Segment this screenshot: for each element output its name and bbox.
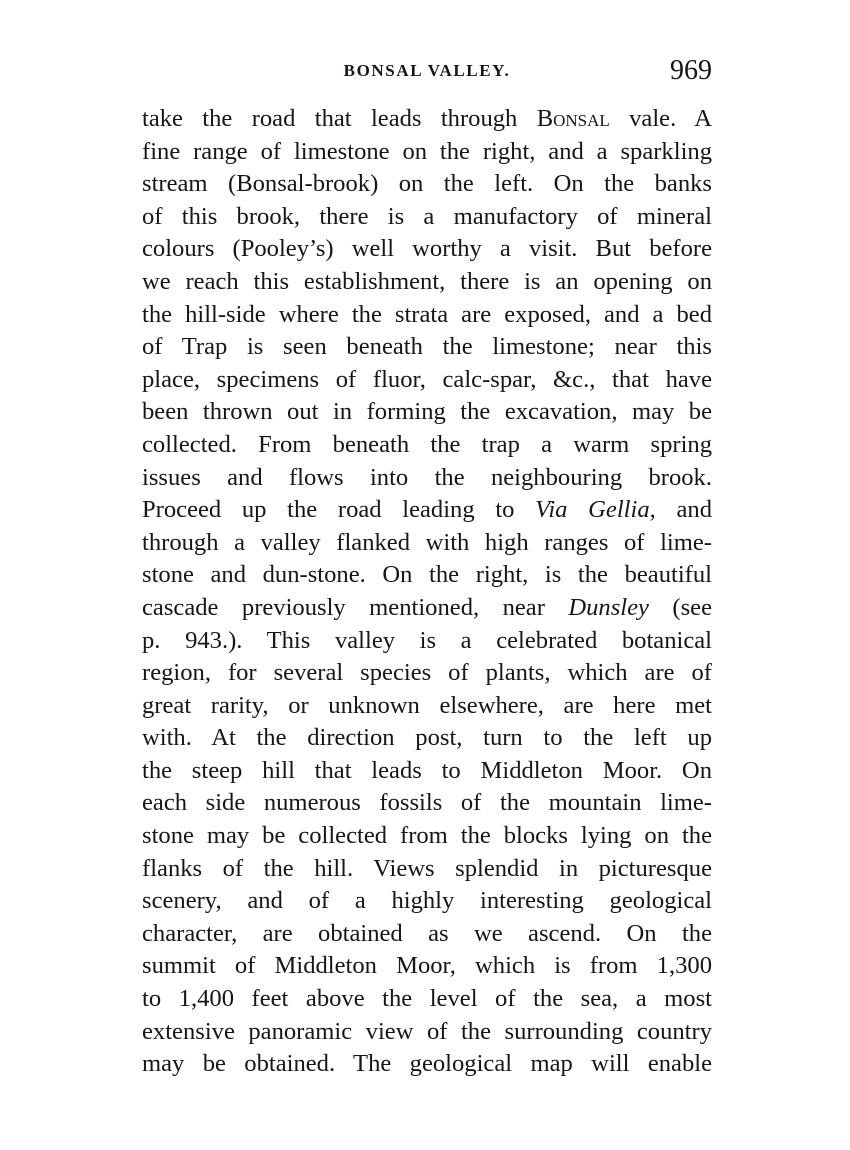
text-line: extensive panoramic view of the surrounding country (142, 1017, 712, 1045)
italic-place-name: Via Gellia, (535, 496, 656, 524)
text-line: character, are obtained as we ascend. On the (142, 919, 712, 947)
text-line: stone and dun-stone. On the right, is the beautiful (142, 561, 712, 589)
text-line: each side numerous fossils of the mountain lime- (142, 789, 712, 817)
text-line: stream (Bonsal-brook) on the left. On the banks (142, 170, 712, 198)
text-line: been thrown out in forming the excavation, may be (142, 398, 712, 426)
place-name: Bonsal (536, 105, 610, 132)
text-line: of Trap is seen beneath the limestone; near this (142, 333, 712, 361)
text-line: place, specimens of fluor, calc-spar, &c., that have (142, 365, 712, 393)
text-line (142, 494, 712, 527)
text-run: take the road that leads through (142, 105, 537, 132)
italic-place-name: Dunsley (568, 593, 649, 621)
text-line: collected. From beneath the trap a warm spring (142, 430, 712, 458)
running-head (142, 56, 712, 90)
text-line: scenery, and of a highly interesting geological (142, 887, 712, 915)
text-line: of this brook, there is a manufactory of mineral (142, 202, 712, 230)
text-line: may be obtained. The geological map will enable (142, 1050, 712, 1078)
text-line (142, 103, 712, 136)
text-run: Proceed up the road leading to (142, 496, 536, 524)
text-line: colours (Pooley’s) well worthy a visit. But before (142, 235, 712, 263)
text-line: flanks of the hill. Views splendid in picturesque (142, 854, 712, 882)
text-line: issues and flows into the neighbouring brook. (142, 463, 712, 491)
text-run: cascade previously mentioned, near (142, 593, 569, 621)
page-number: 969 (670, 55, 712, 86)
text-run: vale. A (609, 105, 712, 132)
text-line: p. 943.). This valley is a celebrated botanical (142, 626, 712, 654)
text-line (142, 592, 712, 625)
text-line: stone may be collected from the blocks lying on the (142, 822, 712, 850)
running-head-title: BONSAL VALLEY. (343, 61, 511, 80)
text-line: fine range of limestone on the right, and a sparkling (142, 137, 712, 165)
text-line: with. At the direction post, turn to the left up (142, 724, 712, 752)
text-line: the hill-side where the strata are exposed, and a bed (142, 300, 712, 328)
text-run: and (655, 496, 712, 524)
text-line: region, for several species of plants, which are of (142, 659, 712, 687)
text-line: to 1,400 feet above the level of the sea, a most (142, 985, 712, 1013)
text-line: the steep hill that leads to Middleton Moor. On (142, 756, 712, 784)
body-paragraph (142, 103, 712, 1081)
text-run: (see (648, 593, 712, 621)
text-line: summit of Middleton Moor, which is from 1,300 (142, 952, 712, 980)
text-line: we reach this establishment, there is an opening on (142, 267, 712, 295)
text-line: great rarity, or unknown elsewhere, are here met (142, 691, 712, 719)
text-line: through a valley flanked with high ranges of lime- (142, 528, 712, 556)
